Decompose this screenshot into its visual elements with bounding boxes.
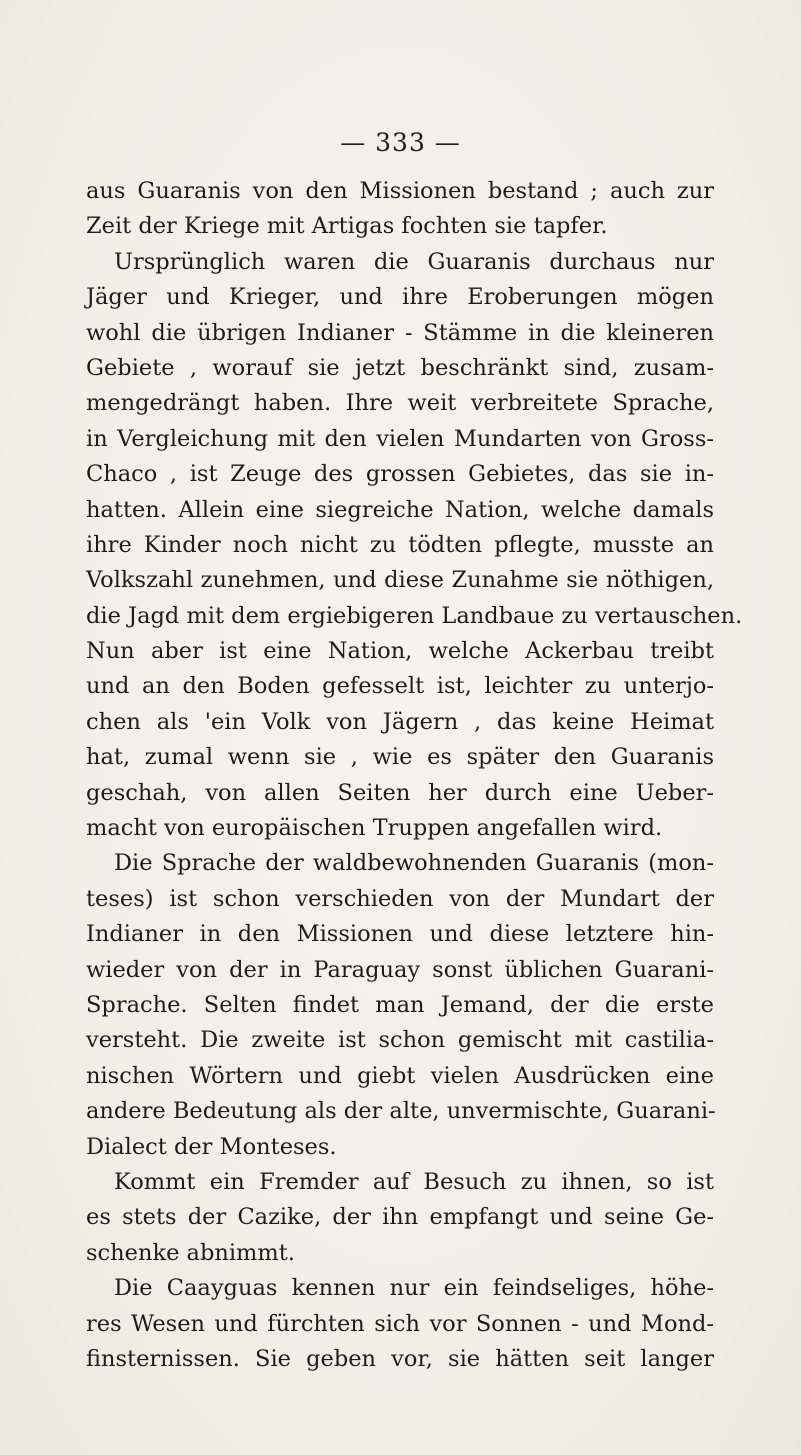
text-line: Die Caayguas kennen nur ein feindseliges, höhe- <box>114 1275 714 1302</box>
text-line: hat, zumal wenn sie , wie es später den Guaranis <box>86 744 714 771</box>
text-line: Zeit der Kriege mit Artigas fochten sie tapfer. <box>86 213 608 240</box>
text-line: Nun aber ist eine Nation, welche Ackerbau treibt <box>86 638 714 665</box>
text-line: und an den Boden gefesselt ist, leichter zu unterjo- <box>86 673 714 700</box>
text-line: Chaco , ist Zeuge des grossen Gebietes, das sie in- <box>86 461 714 488</box>
text-line: Jäger und Krieger, und ihre Eroberungen mögen <box>86 284 714 311</box>
text-line: ihre Kinder noch nicht zu tödten pflegte, musste an <box>86 531 714 558</box>
text-line: finsternissen. Sie geben vor, sie hätten seit langer <box>86 1345 714 1372</box>
text-line: schenke abnimmt. <box>86 1239 295 1266</box>
page-number: — 333 — <box>340 128 461 157</box>
text-line: nischen Wörtern und giebt vielen Ausdrücken eine <box>86 1062 714 1089</box>
text-line: wohl die übrigen Indianer - Stämme in die kleineren <box>86 319 714 346</box>
text-line: andere Bedeutung als der alte, unvermischte, Guarani- <box>86 1098 716 1125</box>
text-line: es stets der Cazike, der ihn empfangt und seine Ge- <box>86 1204 714 1231</box>
text-line: versteht. Die zweite ist schon gemischt mit castilia- <box>86 1027 714 1054</box>
text-line: res Wesen und fürchten sich vor Sonnen - und Mond- <box>86 1310 714 1337</box>
text-line: aus Guaranis von den Missionen bestand ; auch zur <box>86 178 714 204</box>
text-line: mengedrängt haben. Ihre weit verbreitete Sprache, <box>86 390 714 417</box>
text-line: Gebiete , worauf sie jetzt beschränkt sind, zusam- <box>86 354 714 381</box>
text-line: geschah, von allen Seiten her durch eine Ueber- <box>86 779 714 806</box>
text-line: Indianer in den Missionen und diese letztere hin- <box>86 921 714 948</box>
text-line: macht von europäischen Truppen angefallen wird. <box>86 815 663 842</box>
text-line: Volkszahl zunehmen, und diese Zunahme sie nöthigen, <box>86 567 714 594</box>
text-line: wieder von der in Paraguay sonst üblichen Guarani- <box>86 956 714 983</box>
body-text <box>86 174 743 1377</box>
text-line: die Jagd mit dem ergiebigeren Landbaue zu vertauschen. <box>86 602 743 629</box>
text-line: Die Sprache der waldbewohnenden Guaranis (mon- <box>114 850 714 877</box>
text-line: in Vergleichung mit den vielen Mundarten von Gross- <box>86 425 714 452</box>
text-line: Kommt ein Fremder auf Besuch zu ihnen, so ist <box>114 1168 714 1195</box>
text-line: chen als 'ein Volk von Jägern , das keine Heimat <box>86 708 714 735</box>
text-line: Dialect der Monteses. <box>86 1133 337 1160</box>
text-line: Sprache. Selten findet man Jemand, der die erste <box>86 991 714 1018</box>
text-line: teses) ist schon verschieden von der Mundart der <box>86 885 714 912</box>
text-line: hatten. Allein eine siegreiche Nation, welche damals <box>86 496 714 523</box>
text-line: Ursprünglich waren die Guaranis durchaus nur <box>114 248 714 275</box>
